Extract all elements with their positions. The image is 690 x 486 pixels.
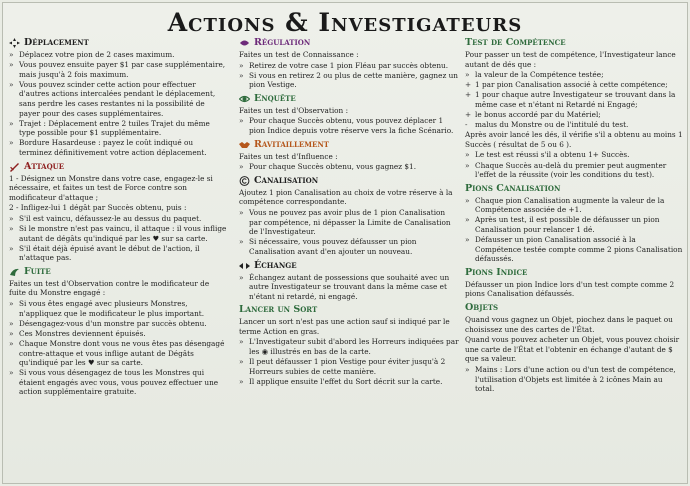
section-pions-canalisation bbox=[465, 183, 683, 264]
attaque-step-1: 1 - Désignez un Monstre dans votre case, engagez-le si nécessaire, et faites un test de Force contre son modificateur d'attaque ; bbox=[9, 173, 213, 202]
list-item: + 1 pour chaque autre Investigateur se trouvant dans la même case et n'étant ni Retardé ni Engagé; bbox=[465, 90, 683, 109]
list-item: + le bonus accordé par du Matériel; bbox=[465, 110, 683, 120]
list-item: » Si vous êtes engagé avec plusieurs Monstres, n'appliquez que le modificateur le plus important. bbox=[9, 299, 227, 318]
attaque-header: Attaque bbox=[24, 160, 65, 172]
objets-text-1: Quand vous gagnez un Objet, piochez dans le paquet ou choisissez une des cartes de l'État. bbox=[465, 315, 673, 334]
list-item: » Si vous vous désengagez de tous les Monstres qui étaient engagés avec vous, vous pouvez effectuer une action supplémentaire gratuite. bbox=[9, 368, 227, 397]
page-title: Actions & Investigateurs bbox=[167, 8, 523, 37]
objets-text-2: Quand vous pouvez acheter un Objet, vous pouvez choisir une carte de l'État et l'obtenir en échange d'autant de $ que sa valeur. bbox=[465, 335, 680, 364]
section-fuite bbox=[9, 266, 227, 397]
list-item: - malus du Monstre ou de l'intitulé du test. bbox=[465, 120, 683, 130]
echange-header: Échange bbox=[254, 259, 297, 271]
fuite-header: Fuite bbox=[24, 265, 51, 277]
section-enquete bbox=[239, 93, 459, 136]
list-item: + 1 par pion Canalisation associé à cette compétence; bbox=[465, 80, 683, 90]
ravitaillement-intro: Faites un test d'Influence : bbox=[239, 151, 338, 161]
list-item: » Trajet : Déplacement entre 2 tuiles Trajet du même type possible pour $1 supplémentaire. bbox=[9, 119, 227, 138]
ravitaillement-list bbox=[239, 162, 459, 172]
section-test bbox=[465, 37, 683, 180]
list-item: » Pour chaque Succès obtenu, vous gagnez $1. bbox=[239, 162, 459, 172]
list-item: » Il peut défausser 1 pion Vestige pour éviter jusqu'à 2 Horreurs subies de cette manière. bbox=[239, 357, 459, 376]
exchange-icon bbox=[239, 261, 250, 271]
test-result: Après avoir lancé les dés, il vérifie s'il a obtenu au moins 1 Succès ( résultat de 5 ou 6 ). bbox=[465, 130, 683, 149]
section-ravitaillement bbox=[239, 139, 459, 172]
attaque-list bbox=[9, 214, 227, 263]
section-sort bbox=[239, 304, 459, 386]
copyright-symbol-icon bbox=[239, 176, 250, 186]
sort-header: Lancer un Sort bbox=[239, 304, 318, 316]
list-item: » Pour chaque Succès obtenu, vous pouvez déplacer 1 pion Indice depuis votre réserve vers la fiche Scénario. bbox=[239, 116, 459, 135]
enquete-intro: Faites un test d'Observation : bbox=[239, 105, 349, 115]
handshake-icon bbox=[239, 140, 250, 150]
deplacement-list bbox=[9, 50, 227, 158]
section-deplacement bbox=[9, 37, 227, 158]
enquete-list bbox=[239, 116, 459, 135]
section-pions-indice bbox=[465, 267, 683, 299]
column-middle bbox=[239, 36, 459, 389]
ravitaillement-header: Ravitaillement bbox=[254, 138, 329, 150]
list-item: » Mains : Lors d'une action ou d'un test de compétence, l'utilisation d'Objets est limitée à 2 icônes Main au total. bbox=[465, 365, 683, 394]
ward-icon bbox=[239, 38, 250, 48]
list-item: » Après un test, il est possible de défausser un pion Canalisation pour relancer 1 dé. bbox=[465, 215, 683, 234]
objets-list bbox=[465, 365, 683, 394]
list-item: » Bordure Hasardeuse : payez le coût indiqué ou terminez définitivement votre action déplacement. bbox=[9, 138, 227, 157]
list-item: » Chaque Succès au-delà du premier peut augmenter l'effet de la réussite (voir les conditions du test). bbox=[465, 161, 683, 180]
list-item: » Chaque pion Canalisation augmente la valeur de la Compétence associée de +1. bbox=[465, 196, 683, 215]
test-intro: Pour passer un test de compétence, l'Investigateur lance autant de dés que : bbox=[465, 50, 676, 69]
list-item: » Le test est réussi s'il a obtenu 1+ Succès. bbox=[465, 150, 683, 160]
section-regulation bbox=[239, 37, 459, 90]
list-item: » Vous pouvez ensuite payer $1 par case supplémentaire, mais jusqu'à 2 fois maximum. bbox=[9, 60, 227, 79]
regulation-list bbox=[239, 61, 459, 90]
list-item: » Vous ne pouvez pas avoir plus de 1 pion Canalisation par compétence, ni dépasser la Limite de Canalisation de l'Investigateur. bbox=[239, 208, 459, 237]
list-item: » Retirez de votre case 1 pion Fléau par succès obtenu. bbox=[239, 61, 459, 71]
fuite-intro: Faites un test d'Observation contre le modificateur de fuite du Monstre engagé : bbox=[9, 278, 210, 298]
list-item: » Déplacez votre pion de 2 cases maximum. bbox=[9, 50, 227, 60]
section-attaque bbox=[9, 161, 227, 263]
pions-canalisation-header: Pions Canalisation bbox=[465, 182, 561, 194]
movement-icon bbox=[9, 38, 20, 48]
evade-icon bbox=[9, 267, 20, 277]
section-objets bbox=[465, 302, 683, 394]
list-item: » L'Investigateur subit d'abord les Horreurs indiquées par les ◉ illustrés en bas de la carte. bbox=[239, 337, 459, 356]
list-item: » Ces Monstres deviennent épuisés. bbox=[9, 329, 227, 339]
enquete-header: Enquête bbox=[254, 92, 296, 104]
list-item: » Si le monstre n'est pas vaincu, il attaque : il vous inflige autant de dégâts qu'indiqué par les ♥ sur sa carte. bbox=[9, 224, 227, 243]
list-item: » Désengagez-vous d'un monstre par succès obtenu. bbox=[9, 319, 227, 329]
column-right bbox=[465, 36, 683, 397]
attack-icon bbox=[9, 162, 20, 172]
pions-canalisation-list bbox=[465, 196, 683, 264]
list-item: » Chaque Monstre dont vous ne vous êtes pas désengagé contre-attaque et vous inflige autant de Dégâts qu'indiqué par les ♥ sur sa carte. bbox=[9, 339, 227, 368]
list-item: » Vous pouvez scinder cette action pour effectuer d'autres actions intercalées pendant le déplacement, sans perdre les cases restantes ni la possibilité de payer pour des cases supplémentaires. bbox=[9, 80, 227, 118]
deplacement-header: Déplacement bbox=[24, 37, 89, 48]
list-item: » Échangez autant de possessions que souhaité avec un autre Investigateur se trouvant dans la même case et n'étant ni retardé, ni engagé. bbox=[239, 273, 459, 302]
list-item: » Si vous en retirez 2 ou plus de cette manière, gagnez un pion Vestige. bbox=[239, 71, 459, 90]
test-list bbox=[465, 70, 683, 130]
objets-header: Objets bbox=[465, 302, 499, 314]
canalisation-header: Canalisation bbox=[254, 174, 319, 186]
list-item: » Défausser un pion Canalisation associé à la Compétence testée compte comme 2 pions Canalisation défaussés. bbox=[465, 235, 683, 264]
section-echange bbox=[239, 260, 459, 302]
list-item: » S'il est vaincu, défaussez-le au dessus du paquet. bbox=[9, 214, 227, 224]
sort-list bbox=[239, 337, 459, 386]
echange-list bbox=[239, 273, 459, 302]
column-left bbox=[9, 36, 227, 400]
section-canalisation bbox=[239, 175, 459, 257]
test-header: Test de Compétence bbox=[465, 37, 566, 48]
eye-icon bbox=[239, 94, 250, 104]
test-list-2 bbox=[465, 150, 683, 179]
canalisation-intro: Ajoutez 1 pion Canalisation au choix de votre réserve à la compétence correspondante. bbox=[239, 187, 453, 207]
regulation-intro: Faites un test de Connaissance : bbox=[239, 50, 359, 59]
regulation-header: Régulation bbox=[254, 37, 311, 48]
list-item: » Si nécessaire, vous pouvez défausser un pion Canalisation avant d'en ajouter un nouveau. bbox=[239, 237, 459, 256]
canalisation-list bbox=[239, 208, 459, 256]
attaque-step-2: 2 - Infligez-lui 1 dégât par Succès obtenu, puis : bbox=[9, 203, 187, 213]
list-item: » la valeur de la Compétence testée; bbox=[465, 70, 683, 80]
list-item: » Il applique ensuite l'effet du Sort décrit sur la carte. bbox=[239, 377, 459, 387]
fuite-list bbox=[9, 299, 227, 397]
pions-indice-header: Pions Indice bbox=[465, 266, 528, 278]
sort-intro: Lancer un sort n'est pas une action sauf si indiqué par le terme Action en gras. bbox=[239, 317, 450, 336]
pions-indice-text: Défausser un pion Indice lors d'un test compte comme 2 pions Canalisation défaussés. bbox=[465, 279, 675, 299]
list-item: » S'il était déjà épuisé avant le début de l'action, il n'attaque pas. bbox=[9, 244, 227, 263]
